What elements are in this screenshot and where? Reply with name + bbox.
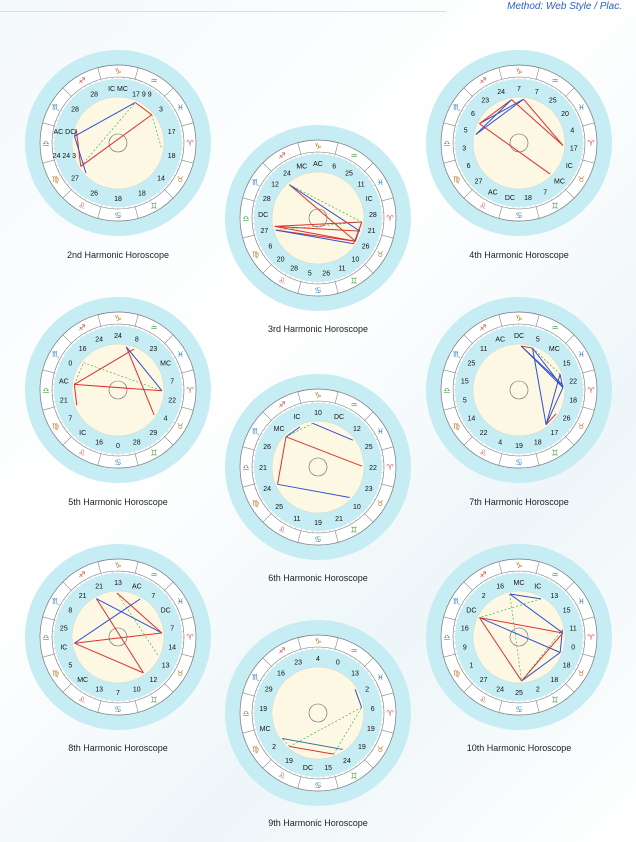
- planet-degree-label: AC: [58, 378, 69, 386]
- planet-degree-label: 24 24 3: [52, 153, 77, 161]
- planet-degree-label: 21: [95, 583, 104, 591]
- planet-degree-label: 7: [517, 86, 521, 93]
- planet-degree-label: MC: [513, 580, 525, 587]
- planet-degree-label: 15: [460, 378, 469, 386]
- planet-degree-label: 13: [114, 580, 122, 587]
- planet-degree-label: 2: [535, 686, 540, 694]
- planet-degree-label: 6: [370, 705, 375, 713]
- zodiac-sign-icon: ♏: [453, 597, 461, 606]
- planet-degree-label: 9: [462, 644, 467, 652]
- zodiac-sign-icon: ♊: [551, 201, 559, 211]
- planet-degree-label: 27: [474, 178, 483, 186]
- zodiac-sign-icon: ♐: [479, 323, 487, 333]
- zodiac-sign-icon: ♉: [577, 175, 585, 184]
- zodiac-sign-icon: ♎: [42, 386, 50, 395]
- planet-degree-label: 12: [149, 677, 158, 685]
- planet-degree-label: 24: [496, 686, 505, 694]
- zodiac-sign-icon: ♈: [186, 139, 194, 148]
- planet-degree-label: 22: [569, 378, 578, 386]
- planet-degree-label: 16: [460, 625, 469, 633]
- zodiac-sign-icon: ♉: [176, 175, 184, 184]
- planet-degree-label: 26: [90, 190, 99, 198]
- zodiac-sign-icon: ♑: [314, 142, 322, 151]
- planet-degree-label: 18: [137, 190, 146, 198]
- planet-degree-label: 18: [562, 662, 571, 670]
- planet-degree-label: 29: [149, 430, 158, 438]
- planet-degree-label: 2: [365, 686, 370, 694]
- planet-degree-label: 19: [367, 726, 375, 734]
- planet-degree-label: 28: [290, 265, 299, 273]
- planet-degree-label: 17 9 9: [132, 91, 152, 99]
- planet-degree-label: 27: [260, 228, 269, 236]
- planet-degree-label: 20: [276, 256, 285, 264]
- planet-degree-label: 14: [168, 644, 177, 652]
- planet-degree-label: 21: [59, 397, 68, 405]
- zodiac-sign-icon: ♋: [314, 286, 322, 295]
- planet-degree-label: IC: [293, 414, 301, 422]
- zodiac-sign-icon: ♋: [114, 211, 122, 220]
- zodiac-sign-icon: ♋: [314, 781, 322, 790]
- wheel-h8: [23, 542, 213, 732]
- planet-degree-label: 0: [68, 360, 73, 368]
- planet-degree-label: 15: [562, 607, 571, 615]
- planet-degree-label: 2: [272, 744, 277, 752]
- planet-degree-label: 28: [262, 195, 271, 203]
- planet-degree-label: MC: [554, 178, 565, 186]
- zodiac-sign-icon: ♋: [515, 211, 523, 220]
- planet-degree-label: 4: [163, 415, 168, 423]
- planet-degree-label: 4: [498, 439, 503, 447]
- wheel-h3: [223, 123, 413, 313]
- zodiac-sign-icon: ♑: [114, 561, 122, 570]
- zodiac-sign-icon: ♋: [114, 705, 122, 714]
- planet-degree-label: 25: [515, 690, 523, 697]
- zodiac-sign-icon: ♍: [453, 175, 461, 184]
- planet-degree-label: DC: [513, 333, 525, 340]
- zodiac-sign-icon: ♐: [278, 151, 286, 161]
- planet-degree-label: 0: [116, 443, 120, 450]
- planet-degree-label: 26: [562, 415, 571, 423]
- planet-degree-label: 28: [90, 91, 99, 99]
- zodiac-sign-icon: ♍: [252, 745, 260, 754]
- chart-caption-h8: 8th Harmonic Horoscope: [68, 743, 168, 753]
- planet-degree-label: 5: [307, 270, 312, 278]
- planet-degree-label: DC: [258, 211, 269, 219]
- zodiac-sign-icon: ♒: [350, 151, 358, 161]
- planet-degree-label: 8: [134, 336, 139, 344]
- planet-degree-label: 7: [543, 189, 548, 197]
- zodiac-sign-icon: ♍: [453, 422, 461, 431]
- zodiac-sign-icon: ♐: [479, 570, 487, 580]
- zodiac-sign-icon: ♋: [114, 458, 122, 467]
- planet-degree-label: DC: [466, 607, 477, 615]
- planet-degree-label: 17: [550, 430, 559, 438]
- planet-degree-label: 0: [335, 659, 340, 667]
- planet-degree-label: 6: [268, 243, 273, 251]
- zodiac-sign-icon: ♍: [52, 175, 60, 184]
- planet-degree-label: 12: [271, 181, 279, 189]
- zodiac-sign-icon: ♉: [376, 745, 384, 754]
- planet-degree-label: IC: [565, 163, 573, 171]
- planet-degree-label: 19: [515, 443, 523, 450]
- method-label: Method: Web Style / Plac.: [507, 1, 622, 12]
- planet-degree-label: 27: [479, 677, 488, 685]
- planet-degree-label: 16: [496, 583, 505, 591]
- zodiac-sign-icon: ♊: [150, 448, 158, 458]
- planet-degree-label: 24: [95, 336, 104, 344]
- zodiac-sign-icon: ♓: [577, 103, 585, 112]
- planet-degree-label: 18: [550, 677, 559, 685]
- planet-degree-label: 11: [293, 515, 301, 523]
- planet-degree-label: DC: [160, 607, 171, 615]
- zodiac-sign-icon: ♒: [150, 570, 158, 580]
- planet-degree-label: 23: [364, 486, 373, 494]
- planet-degree-label: 24: [283, 170, 291, 178]
- chart-caption-h5: 5th Harmonic Horoscope: [68, 497, 168, 507]
- zodiac-sign-icon: ♈: [587, 633, 595, 642]
- planet-degree-label: 25: [345, 170, 353, 178]
- planet-degree-label: 13: [351, 670, 359, 678]
- zodiac-sign-icon: ♎: [443, 386, 451, 395]
- planet-degree-label: 17: [167, 128, 176, 136]
- planet-degree-label: DC: [504, 195, 516, 203]
- zodiac-sign-icon: ♏: [252, 673, 260, 682]
- planet-degree-label: 24: [497, 88, 506, 96]
- chart-caption-h7: 7th Harmonic Horoscope: [469, 497, 569, 507]
- zodiac-sign-icon: ♒: [551, 323, 559, 333]
- zodiac-sign-icon: ♎: [443, 633, 451, 642]
- planet-degree-label: AC: [313, 161, 323, 168]
- planet-degree-label: 11: [338, 265, 346, 273]
- planet-degree-label: IC MC: [108, 86, 128, 93]
- planet-degree-label: 26: [263, 443, 272, 451]
- zodiac-sign-icon: ♎: [443, 139, 451, 148]
- zodiac-sign-icon: ♒: [551, 570, 559, 580]
- planet-degree-label: 24: [263, 486, 272, 494]
- planet-degree-label: 2: [481, 592, 486, 600]
- zodiac-sign-icon: ♋: [515, 458, 523, 467]
- planet-degree-label: 14: [157, 175, 165, 183]
- planet-degree-label: 28: [71, 106, 79, 114]
- planet-degree-label: AC DC: [53, 128, 76, 136]
- chart-caption-h6: 6th Harmonic Horoscope: [268, 573, 368, 583]
- planet-degree-label: 13: [161, 662, 170, 670]
- planet-degree-label: IC: [79, 430, 87, 438]
- zodiac-sign-icon: ♈: [386, 709, 394, 718]
- zodiac-sign-icon: ♓: [376, 178, 384, 187]
- wheel-svg: [424, 542, 614, 732]
- planet-degree-label: 12: [352, 426, 361, 434]
- planet-degree-label: 21: [78, 592, 87, 600]
- zodiac-sign-icon: ♉: [176, 422, 184, 431]
- planet-degree-label: 13: [95, 686, 104, 694]
- wheel-h6: [223, 372, 413, 562]
- planet-degree-label: 21: [335, 515, 343, 523]
- zodiac-sign-icon: ♊: [350, 771, 358, 781]
- zodiac-sign-icon: ♏: [453, 350, 461, 359]
- planet-degree-label: IC: [60, 644, 68, 652]
- zodiac-sign-icon: ♏: [252, 178, 260, 187]
- planet-degree-label: 18: [524, 195, 532, 203]
- planet-degree-label: 6: [471, 110, 475, 118]
- planet-degree-label: MC: [273, 426, 285, 434]
- planet-degree-label: 14: [467, 415, 476, 423]
- planet-degree-label: 27: [71, 175, 79, 183]
- planet-degree-label: 22: [479, 430, 488, 438]
- wheel-h4: [424, 48, 614, 238]
- planet-degree-label: 17: [569, 145, 578, 153]
- zodiac-sign-icon: ♌: [78, 201, 86, 211]
- zodiac-sign-icon: ♐: [479, 76, 487, 86]
- zodiac-sign-icon: ♑: [314, 637, 322, 646]
- zodiac-sign-icon: ♈: [386, 463, 394, 472]
- planet-degree-label: MC: [77, 677, 89, 685]
- planet-degree-label: 25: [467, 360, 476, 368]
- zodiac-sign-icon: ♑: [114, 314, 122, 323]
- wheel-svg: [424, 295, 614, 485]
- planet-degree-label: 3: [462, 145, 467, 153]
- zodiac-sign-icon: ♍: [52, 422, 60, 431]
- planet-degree-label: 10: [132, 686, 141, 694]
- planet-degree-label: AC: [495, 336, 506, 344]
- header-divider: [0, 11, 446, 12]
- planet-degree-label: 20: [561, 110, 569, 118]
- planet-degree-label: AC: [131, 583, 142, 591]
- zodiac-sign-icon: ♐: [78, 323, 86, 333]
- wheel-h7: [424, 295, 614, 485]
- zodiac-sign-icon: ♐: [278, 400, 286, 410]
- planet-degree-label: 7: [170, 378, 175, 386]
- planet-degree-label: 5: [462, 397, 467, 405]
- zodiac-sign-icon: ♊: [350, 525, 358, 535]
- planet-degree-label: 24: [343, 757, 351, 765]
- zodiac-sign-icon: ♋: [515, 705, 523, 714]
- planet-degree-label: 7: [534, 88, 539, 96]
- planet-degree-label: 29: [264, 686, 273, 694]
- zodiac-sign-icon: ♑: [515, 314, 523, 323]
- zodiac-sign-icon: ♓: [577, 597, 585, 606]
- zodiac-sign-icon: ♉: [577, 669, 585, 678]
- planet-degree-label: 25: [364, 443, 373, 451]
- planet-degree-label: 18: [167, 153, 176, 161]
- planet-degree-label: 10: [314, 410, 322, 417]
- zodiac-sign-icon: ♐: [278, 646, 286, 656]
- zodiac-sign-icon: ♉: [376, 499, 384, 508]
- zodiac-sign-icon: ♈: [386, 214, 394, 223]
- zodiac-sign-icon: ♓: [176, 350, 184, 359]
- wheel-svg: [223, 372, 413, 562]
- chart-caption-h9: 9th Harmonic Horoscope: [268, 818, 368, 828]
- zodiac-sign-icon: ♌: [278, 525, 286, 535]
- zodiac-sign-icon: ♒: [150, 76, 158, 86]
- planet-degree-label: 23: [481, 97, 490, 105]
- planet-degree-label: 4: [570, 127, 575, 135]
- zodiac-sign-icon: ♈: [186, 386, 194, 395]
- zodiac-sign-icon: ♌: [479, 201, 487, 211]
- zodiac-sign-icon: ♊: [150, 695, 158, 705]
- chart-caption-h3: 3rd Harmonic Horoscope: [267, 324, 369, 334]
- wheel-h2: [23, 48, 213, 238]
- zodiac-sign-icon: ♋: [314, 535, 322, 544]
- planet-degree-label: 5: [68, 662, 73, 670]
- planet-degree-label: 25: [548, 97, 557, 105]
- zodiac-sign-icon: ♎: [42, 633, 50, 642]
- planet-degree-label: 21: [259, 465, 267, 472]
- zodiac-sign-icon: ♏: [52, 597, 60, 606]
- planet-degree-label: 1: [469, 662, 474, 670]
- planet-degree-label: 28: [132, 439, 141, 447]
- planet-degree-label: 23: [294, 659, 303, 667]
- zodiac-sign-icon: ♍: [52, 669, 60, 678]
- planet-degree-label: 22: [369, 465, 377, 472]
- zodiac-sign-icon: ♑: [515, 561, 523, 570]
- planet-degree-label: 7: [151, 592, 156, 600]
- zodiac-sign-icon: ♒: [150, 323, 158, 333]
- planet-degree-label: 7: [116, 690, 120, 697]
- zodiac-sign-icon: ♊: [350, 276, 358, 286]
- planet-degree-label: 4: [316, 656, 320, 663]
- planet-degree-label: 24: [114, 333, 122, 340]
- zodiac-sign-icon: ♎: [242, 463, 250, 472]
- planet-degree-label: AC: [487, 189, 498, 197]
- zodiac-sign-icon: ♌: [479, 448, 487, 458]
- planet-degree-label: 8: [68, 607, 73, 615]
- planet-degree-label: 16: [95, 439, 104, 447]
- zodiac-sign-icon: ♊: [551, 448, 559, 458]
- wheel-svg: [223, 618, 413, 808]
- wheel-svg: [23, 48, 213, 238]
- zodiac-sign-icon: ♌: [278, 276, 286, 286]
- planet-degree-label: 10: [351, 256, 360, 264]
- wheel-svg: [424, 48, 614, 238]
- planet-degree-label: MC: [160, 360, 172, 368]
- planet-degree-label: MC: [259, 726, 271, 734]
- zodiac-sign-icon: ♏: [52, 350, 60, 359]
- zodiac-sign-icon: ♒: [350, 400, 358, 410]
- planet-degree-label: 13: [550, 592, 559, 600]
- planet-degree-label: DC: [333, 414, 345, 422]
- planet-degree-label: 19: [357, 744, 366, 752]
- planet-degree-label: MC: [548, 345, 560, 353]
- zodiac-sign-icon: ♐: [78, 76, 86, 86]
- planet-degree-label: 26: [361, 243, 370, 251]
- planet-degree-label: 18: [114, 196, 122, 203]
- zodiac-sign-icon: ♌: [479, 695, 487, 705]
- zodiac-sign-icon: ♏: [252, 427, 260, 436]
- zodiac-sign-icon: ♈: [587, 386, 595, 395]
- zodiac-sign-icon: ♓: [376, 673, 384, 682]
- zodiac-sign-icon: ♎: [242, 709, 250, 718]
- zodiac-sign-icon: ♉: [376, 250, 384, 259]
- zodiac-sign-icon: ♓: [577, 350, 585, 359]
- planet-degree-label: MC: [296, 163, 308, 171]
- zodiac-sign-icon: ♌: [78, 695, 86, 705]
- planet-degree-label: 16: [78, 345, 87, 353]
- zodiac-sign-icon: ♏: [52, 103, 60, 112]
- planet-degree-label: 19: [314, 520, 322, 527]
- chart-caption-h10: 10th Harmonic Horoscope: [466, 743, 572, 753]
- planet-degree-label: 18: [533, 439, 542, 447]
- chart-caption-h2: 2nd Harmonic Horoscope: [66, 250, 170, 260]
- wheel-h5: [23, 295, 213, 485]
- planet-degree-label: 25: [275, 503, 284, 511]
- planet-degree-label: 26: [322, 270, 331, 278]
- wheel-svg: [23, 295, 213, 485]
- zodiac-sign-icon: ♎: [42, 139, 50, 148]
- zodiac-sign-icon: ♎: [242, 214, 250, 223]
- wheel-h10: [424, 542, 614, 732]
- zodiac-sign-icon: ♒: [350, 646, 358, 656]
- planet-degree-label: 15: [562, 360, 571, 368]
- zodiac-sign-icon: ♉: [577, 422, 585, 431]
- zodiac-sign-icon: ♌: [278, 771, 286, 781]
- zodiac-sign-icon: ♓: [176, 103, 184, 112]
- planet-degree-label: DC: [302, 765, 313, 773]
- zodiac-sign-icon: ♍: [252, 499, 260, 508]
- zodiac-sign-icon: ♓: [176, 597, 184, 606]
- zodiac-sign-icon: ♈: [186, 633, 194, 642]
- planet-degree-label: 11: [357, 181, 365, 189]
- planet-degree-label: 11: [569, 625, 577, 633]
- planet-degree-label: 15: [324, 765, 333, 773]
- planet-degree-label: 10: [352, 503, 361, 511]
- wheel-h9: [223, 618, 413, 808]
- planet-degree-label: 25: [59, 625, 68, 633]
- planet-degree-label: 22: [168, 397, 177, 405]
- chart-caption-h4: 4th Harmonic Horoscope: [469, 250, 569, 260]
- planet-degree-label: 23: [149, 345, 158, 353]
- planet-degree-label: 16: [277, 670, 285, 678]
- zodiac-sign-icon: ♓: [376, 427, 384, 436]
- planet-degree-label: 7: [170, 625, 175, 633]
- planet-degree-label: 21: [367, 228, 376, 236]
- zodiac-sign-icon: ♊: [150, 201, 158, 211]
- zodiac-sign-icon: ♑: [515, 67, 523, 76]
- zodiac-sign-icon: ♊: [551, 695, 559, 705]
- zodiac-sign-icon: ♈: [587, 139, 595, 148]
- planet-degree-label: 5: [463, 127, 468, 135]
- planet-degree-label: 18: [569, 397, 578, 405]
- wheel-svg: [223, 123, 413, 313]
- zodiac-sign-icon: ♐: [78, 570, 86, 580]
- planet-degree-label: 3: [159, 106, 163, 114]
- planet-degree-label: 6: [332, 163, 337, 171]
- planet-degree-label: 6: [466, 163, 471, 171]
- planet-degree-label: IC: [534, 583, 542, 591]
- zodiac-sign-icon: ♏: [453, 103, 461, 112]
- zodiac-sign-icon: ♉: [176, 669, 184, 678]
- wheel-svg: [23, 542, 213, 732]
- planet-degree-label: 28: [368, 211, 377, 219]
- zodiac-sign-icon: ♍: [252, 250, 260, 259]
- zodiac-sign-icon: ♌: [78, 448, 86, 458]
- zodiac-sign-icon: ♑: [314, 391, 322, 400]
- zodiac-sign-icon: ♒: [551, 76, 559, 86]
- zodiac-sign-icon: ♑: [114, 67, 122, 76]
- planet-degree-label: IC: [365, 195, 373, 203]
- planet-degree-label: 7: [68, 415, 73, 423]
- planet-degree-label: 11: [480, 345, 488, 353]
- planet-degree-label: 0: [571, 644, 576, 652]
- zodiac-sign-icon: ♍: [453, 669, 461, 678]
- planet-degree-label: 19: [285, 757, 293, 765]
- planet-degree-label: 19: [259, 705, 268, 713]
- planet-degree-label: 5: [535, 336, 540, 344]
